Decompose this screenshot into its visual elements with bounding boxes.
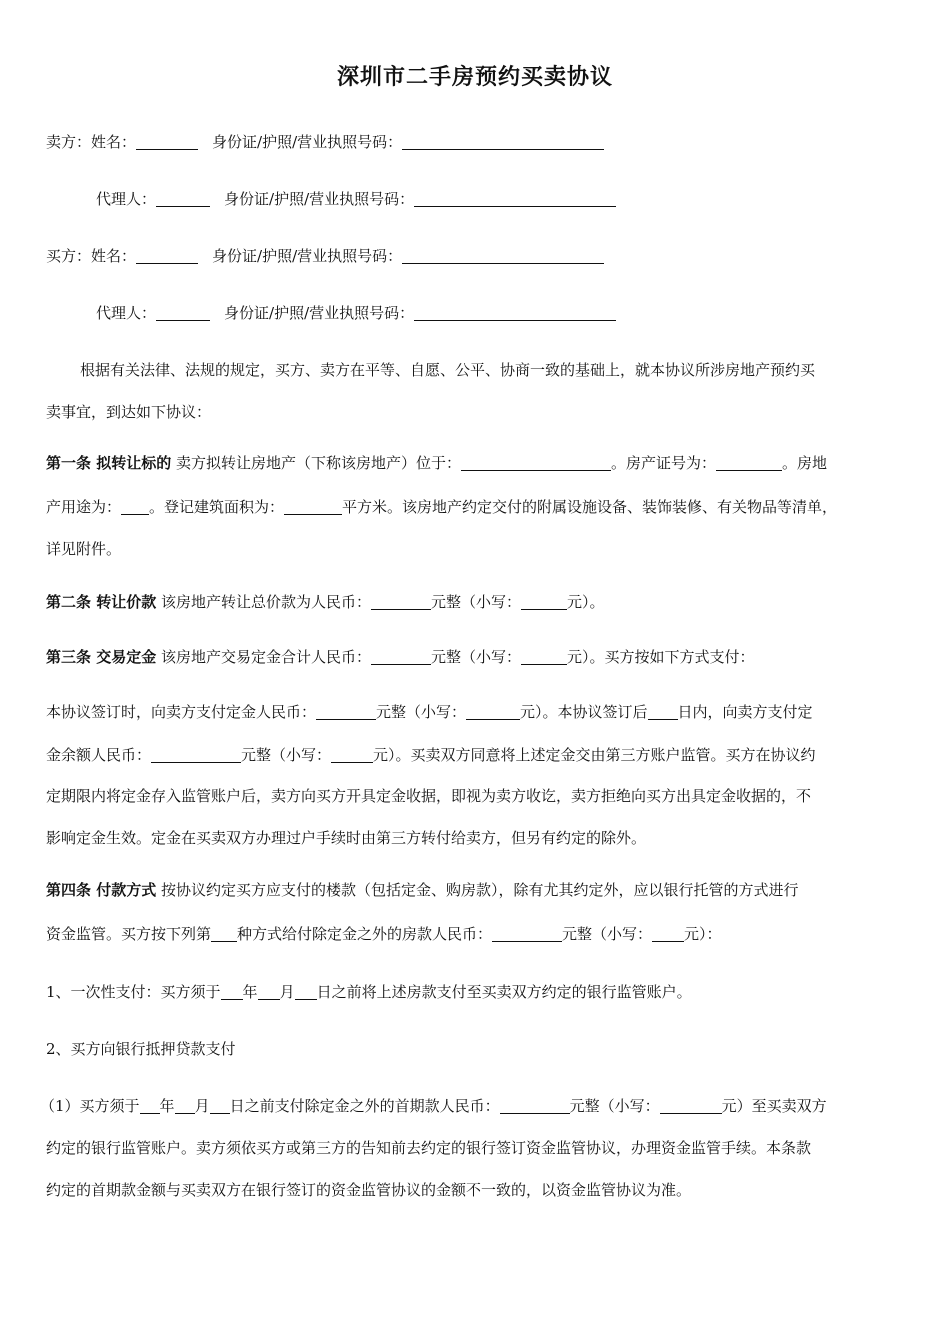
total-price-small-field[interactable] — [521, 593, 567, 610]
property-cert-number-field[interactable] — [716, 454, 782, 471]
buyer-agent-name-field[interactable] — [156, 304, 210, 321]
option-1-line: 1、一次性支付：买方须于 年 月 日之前将上述房款支付至买卖双方约定的银行监管账户。 — [46, 983, 692, 1001]
buyer-id-field[interactable] — [402, 247, 604, 264]
deposit-total-small-field[interactable] — [521, 648, 567, 665]
seller-name-field[interactable] — [136, 133, 198, 150]
article-1-line-2: 产用途为： 。登记建筑面积为： 平方米。该房地产约定交付的附属设施设备、装饰装修、有关物品等清单， — [46, 498, 838, 516]
article-3-line: 第三条 交易定金 该房地产交易定金合计人民币： 元整（小写： 元）。买方按如下方式支付： — [46, 648, 755, 666]
sub-option-1-year-field[interactable] — [140, 1097, 160, 1114]
total-price-field[interactable] — [371, 593, 431, 610]
initial-deposit-small-field[interactable] — [466, 703, 520, 720]
seller-agent-name-field[interactable] — [156, 190, 210, 207]
option-2-line: 2、买方向银行抵押贷款支付 — [46, 1040, 236, 1058]
option-1-year-field[interactable] — [221, 983, 243, 1000]
article-1-heading: 第一条 拟转让标的 — [46, 454, 172, 472]
sub-option-1-month-field[interactable] — [175, 1097, 195, 1114]
article-2-heading: 第二条 转让价款 — [46, 593, 157, 611]
document-title: 深圳市二手房预约买卖协议 — [336, 64, 613, 90]
buyer-agent-id-field[interactable] — [414, 304, 616, 321]
buyer-agent-row — [96, 303, 616, 323]
article-4-heading: 第四条 付款方式 — [46, 881, 157, 899]
property-use-field[interactable] — [121, 498, 149, 515]
seller-agent-id-label: 身份证/护照/营业执照号码： — [224, 190, 415, 208]
seller-id-label: 身份证/护照/营业执照号码： — [212, 133, 403, 151]
article-4-line-1: 第四条 付款方式 按协议约定买方应支付的楼款（包括定金、购房款），除有尤其约定外，应以银行托管的方式进行 — [46, 881, 799, 899]
seller-id-field[interactable] — [402, 133, 604, 150]
buyer-name-field[interactable] — [136, 247, 198, 264]
initial-deposit-field[interactable] — [316, 703, 376, 720]
seller-name-label: 卖方：姓名： — [46, 133, 137, 151]
sub-option-1-line-3: 约定的首期款金额与买卖双方在银行签订的资金监管协议的金额不一致的，以资金监管协议为准。 — [46, 1181, 692, 1199]
remaining-payment-small-field[interactable] — [652, 925, 684, 942]
property-location-field[interactable] — [461, 454, 611, 471]
preamble-line-2: 卖事宜，到达如下协议： — [46, 403, 212, 421]
building-area-field[interactable] — [284, 498, 342, 515]
remaining-payment-field[interactable] — [492, 925, 562, 942]
payment-method-number-field[interactable] — [211, 925, 237, 942]
buyer-agent-id-label: 身份证/护照/营业执照号码： — [224, 304, 415, 322]
down-payment-small-field[interactable] — [660, 1097, 722, 1114]
deposit-total-field[interactable] — [371, 648, 431, 665]
buyer-agent-label: 代理人： — [96, 304, 157, 322]
article-1-line-3: 详见附件。 — [46, 540, 122, 558]
deposit-days-field[interactable] — [648, 703, 678, 720]
article-2-line: 第二条 转让价款 该房地产转让总价款为人民币： 元整（小写： 元）。 — [46, 593, 605, 611]
seller-agent-row — [96, 189, 616, 209]
sub-option-1-day-field[interactable] — [210, 1097, 230, 1114]
seller-agent-id-field[interactable] — [414, 190, 616, 207]
deposit-balance-field[interactable] — [151, 746, 241, 763]
option-1-day-field[interactable] — [295, 983, 317, 1000]
buyer-row — [46, 246, 604, 266]
article-4-line-2: 资金监管。买方按下列第 种方式给付除定金之外的房款人民币： 元整（小写： 元）： — [46, 925, 722, 943]
article-3-para-line-2: 金余额人民币： 元整（小写： 元）。买卖双方同意将上述定金交由第三方账户监管。买方在协议约 — [46, 746, 816, 764]
seller-agent-label: 代理人： — [96, 190, 157, 208]
article-3-para-line-3: 定期限内将定金存入监管账户后，卖方向买方开具定金收据，即视为卖方收讫，卖方拒绝向买方出具定金收据的，不 — [46, 787, 812, 805]
article-3-para-line-4: 影响定金生效。定金在买卖双方办理过户手续时由第三方转付给卖方，但另有约定的除外。 — [46, 829, 647, 847]
deposit-balance-small-field[interactable] — [331, 746, 373, 763]
preamble-line-1: 根据有关法律、法规的规定，买方、卖方在平等、自愿、公平、协商一致的基础上，就本协议所涉房地产预约买 — [80, 361, 816, 379]
down-payment-field[interactable] — [500, 1097, 570, 1114]
article-3-heading: 第三条 交易定金 — [46, 648, 157, 666]
sub-option-1-line-1: （1）买方须于 年 月 日之前支付除定金之外的首期款人民币： 元整（小写： 元）至买卖双方 — [40, 1097, 827, 1115]
option-1-month-field[interactable] — [258, 983, 280, 1000]
seller-row — [46, 132, 604, 152]
buyer-id-label: 身份证/护照/营业执照号码： — [212, 247, 403, 265]
buyer-name-label: 买方：姓名： — [46, 247, 137, 265]
sub-option-1-line-2: 约定的银行监管账户。卖方须依买方或第三方的告知前去约定的银行签订资金监管协议，办理资金监管手续。本条款 — [46, 1139, 812, 1157]
article-1-line-1: 第一条 拟转让标的 卖方拟转让房地产（下称该房地产）位于： 。房产证号为： 。房地 — [46, 454, 828, 472]
article-3-para-line-1: 本协议签订时，向卖方支付定金人民币： 元整（小写： 元）。本协议签订后 日内，向卖方支付定 — [46, 703, 813, 721]
